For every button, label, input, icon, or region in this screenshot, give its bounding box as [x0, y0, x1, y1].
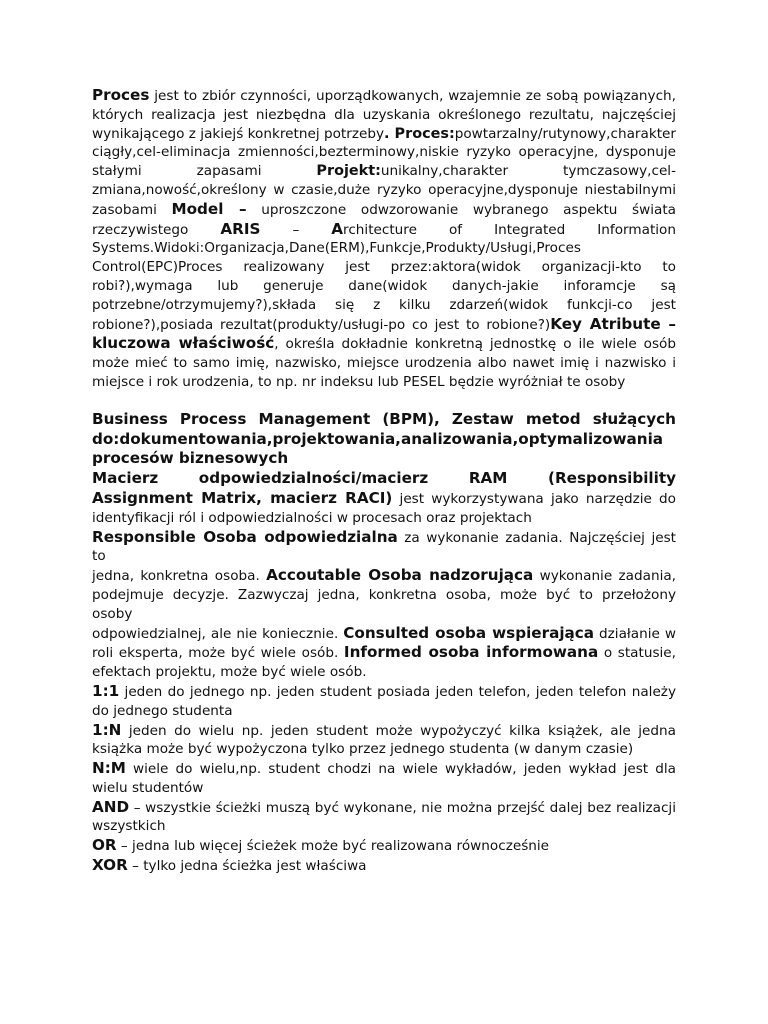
text-many-to-many: wiele do wielu,np. student chodzi na wiele wykładów, jeden wykład jest dla wielu studentów [92, 761, 676, 796]
term-key-atribute: Key Atribute – kluczowa właściwość [92, 314, 676, 353]
term-proces-traits: . Proces: [384, 125, 455, 142]
responsible-definition: za wykonanie zadania. Najczęściej jest to [92, 529, 676, 565]
informed-definition: o statusie, efektach projektu, może być wiele osób. [92, 645, 676, 681]
paragraph-and [92, 798, 676, 837]
text-or: – jedna lub więcej ścieżek może być realizowana równocześnie [116, 838, 550, 855]
text-one-to-one: jeden do jednego np. jeden student posiada jeden telefon, jeden telefon należy do jednego studenta [92, 683, 676, 719]
term-accountable: Accoutable Osoba nadzorująca [266, 566, 534, 585]
paragraph-responsible [92, 528, 676, 567]
text-and: – wszystkie ścieżki muszą być wykonane, nie można przejść dalej bez realizacji wszystkich [92, 799, 676, 835]
term-raci: Macierz odpowiedzialności/macierz RAM (Responsibility Assignment Matrix, macierz RACI) [92, 469, 676, 507]
paragraph-one-to-many [92, 721, 676, 760]
accountable-definition: wykonanie zadania, podejmuje decyzje. Zazwyczaj jedna, konkretna osoba, może być to przełożony osoby [92, 568, 676, 622]
text-xor: – tylko jedna ścieżka jest właściwa [127, 858, 367, 875]
aris-definition: rchitecture of Integrated Information Systems.Widoki:Organizacja,Dane(ERM),Funkcje,Produkty/Usługi,Proces Control(EPC)Proces realizowany jest przez:aktora(widok organizacji-kto to robi?),wymaga lub generuje dane(widok danych-jakie inforamcje są potrzebne/otrzymujemy?),składa się z kilku zdarzeń(widok funkcji-co jest robione?),posiada rezultat(produkty/usługi-po co jest to robione?) [92, 221, 676, 333]
term-proces: Proces [92, 86, 150, 104]
paragraph-one-to-one [92, 682, 676, 721]
proces-traits-text: powtarzalny/rutynowy,charakter ciągły,cel-eliminacja zmienności,bezterminowy,niskie ryzyko operacyjne, dysponuje stałymi zapasami [92, 125, 676, 180]
paragraph-bpm [92, 410, 676, 469]
consulted-definition: działanie w roli eksperta, może być wiele osób. [92, 625, 676, 662]
label-xor: XOR [92, 856, 128, 875]
responsible-continuation: jedna, konkretna osoba. [92, 568, 267, 585]
aris-initial-a: A [331, 219, 344, 238]
term-consulted: Consulted osoba wspierająca [343, 623, 595, 642]
label-and: AND [92, 797, 130, 816]
paragraph-consulted [92, 624, 676, 682]
paragraph-xor [92, 856, 676, 876]
label-one-to-one: 1:1 [92, 681, 120, 700]
document-page [92, 86, 676, 876]
key-atribute-definition: , określa dokładnie konkretną jednostkę o ile wiele osób może mieć to samo imię, nazwisko, miejsce urodzenia albo nawet imię i nazwisko i miejsce i rok urodzenia, to np. nr indeksu lub PESEL będzie wyróżniał te osoby [92, 336, 677, 390]
projekt-traits-text: unikalny,charakter tymczasowy,cel-zmiana,nowość,określony w czasie,duże ryzyko operacyjne,dysponuje niestabilnymi zasobami [92, 163, 676, 218]
accountable-continuation: odpowiedzialnej, ale nie koniecznie. [92, 625, 344, 642]
term-model: Model – [171, 199, 247, 218]
proces-definition: jest to zbiór czynności, uporządkowanych, wzajemnie ze sobą powiązanych, których realizacja jest niezbędna dla uzyskania określonego rezultatu, najczęściej wynikającego z jakiejś konkretnej potrzeby [92, 88, 676, 142]
aris-dash: – [260, 221, 332, 238]
text-one-to-many: jeden do wielu np. jeden student może wypożyczyć kilka książek, ale jedna książka może być wypożyczona tylko przez jednego studenta (w danym czasie) [92, 722, 676, 758]
bpm-heading: Business Process Management (BPM), Zestaw metod służących do:dokumentowania,projektowania,analizowania,optymalizowania procesów biznesowych [92, 409, 676, 468]
model-definition: uproszczone odwzorowanie wybranego aspektu świata rzeczywistego [92, 201, 677, 238]
paragraph-gap [92, 392, 676, 410]
term-aris: ARIS [220, 219, 261, 238]
term-responsible: Responsible Osoba odpowiedzialna [92, 527, 398, 546]
paragraph-accountable [92, 566, 676, 623]
paragraph-many-to-many [92, 759, 676, 798]
paragraph-raci [92, 469, 676, 527]
paragraph-proces [92, 86, 676, 392]
paragraph-or [92, 836, 676, 856]
label-one-to-many: 1:N [92, 720, 122, 739]
label-or: OR [92, 836, 117, 855]
term-informed: Informed osoba informowana [343, 643, 599, 662]
label-many-to-many: N:M [92, 759, 126, 778]
raci-definition: jest wykorzystywana jako narzędzie do identyfikacji ról i odpowiedzialności w procesach oraz projektach [92, 490, 676, 526]
term-projekt: Projekt: [316, 163, 381, 180]
